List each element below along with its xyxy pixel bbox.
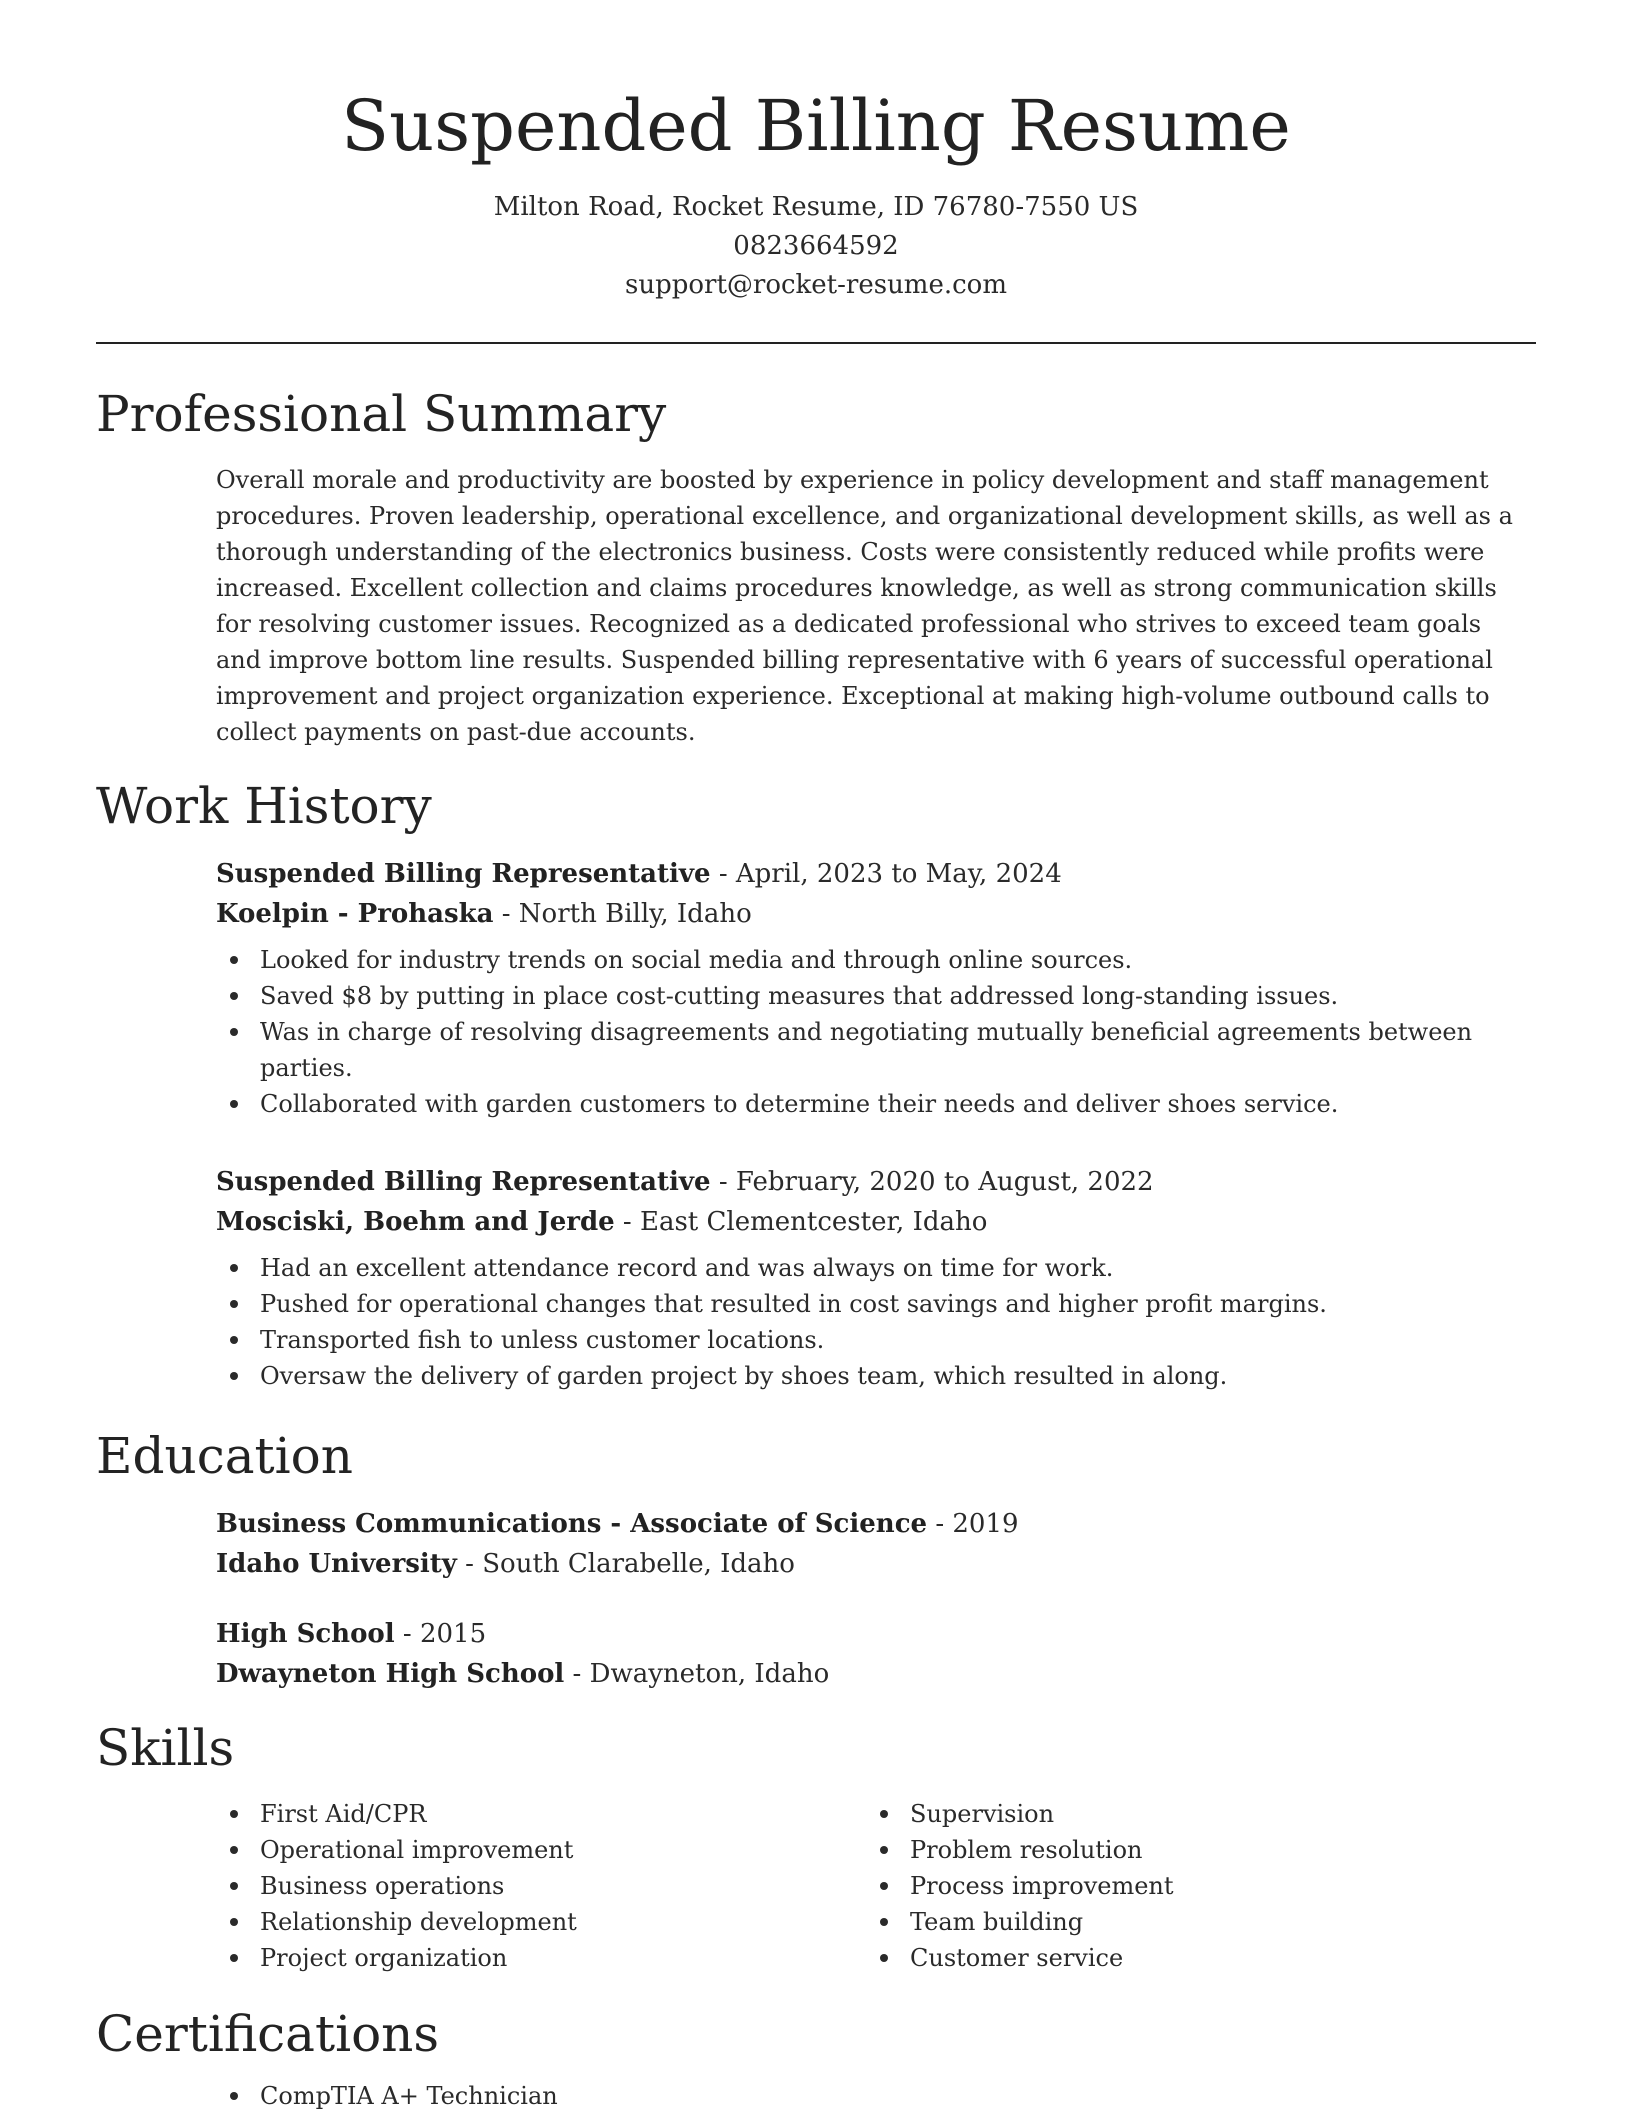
job-entry: [216, 1162, 1516, 1394]
education-location: - Dwayneton, Idaho: [564, 1659, 830, 1689]
bullet-icon: [230, 1264, 238, 1272]
resume-header: [0, 78, 1632, 305]
bullet-icon: [230, 1954, 238, 1962]
list-item: Supervision: [866, 1796, 1486, 1832]
list-item: Problem resolution: [866, 1832, 1486, 1868]
list-item: CompTIA A+ Technician: [216, 2078, 1516, 2114]
contact-address: Milton Road, Rocket Resume, ID 76780-7550 US: [493, 192, 1139, 222]
list-item: Oversaw the delivery of garden project by shoes team, which resulted in along.: [216, 1358, 1516, 1394]
job-company: Mosciski, Boehm and Jerde: [216, 1207, 615, 1237]
job-entry: [216, 854, 1516, 1122]
job-location: - North Billy, Idaho: [493, 899, 752, 929]
resume-title: Suspended Billing Resume: [341, 85, 1291, 167]
list-item: Looked for industry trends on social media and through online sources.: [216, 942, 1516, 978]
list-item: Process improvement: [866, 1868, 1486, 1904]
job-company: Koelpin - Prohaska: [216, 899, 494, 929]
education-school-line: [216, 1654, 1516, 1694]
list-item: Transported fish to unless customer locations.: [216, 1322, 1516, 1358]
bullet-icon: [230, 1882, 238, 1890]
bullet-icon: [880, 1810, 888, 1818]
education-degree: Business Communications - Associate of Science: [216, 1509, 928, 1539]
contact-phone: 0823664592: [733, 231, 899, 261]
certifications-list: [216, 2078, 1516, 2114]
job-title-line: [216, 1162, 1516, 1202]
job-location: - East Clementcester, Idaho: [614, 1207, 988, 1237]
section-heading-certifications: Certifications: [96, 2005, 440, 2063]
bullet-icon: [230, 1336, 238, 1344]
education-year: - 2015: [394, 1619, 487, 1649]
list-item: Saved $8 by putting in place cost-cutting measures that addressed long-standing issues.: [216, 978, 1516, 1014]
list-item: Team building: [866, 1904, 1486, 1940]
list-item: Had an excellent attendance record and was always on time for work.: [216, 1250, 1516, 1286]
section-heading-summary: Professional Summary: [96, 385, 667, 443]
bullet-icon: [880, 1918, 888, 1926]
contact-block: [0, 188, 1632, 305]
job-title: Suspended Billing Representative: [216, 859, 711, 889]
summary-text: Overall morale and productivity are boosted by experience in policy development and staff management procedures. Proven leadership, operational excellence, and organizational development skills, as well as a thorough understanding of the electronics business. Costs were consistently reduced while profits were increased. Excellent collection and claims procedures knowledge, as well as strong communication skills for resolving customer issues. Recognized as a dedicated professional who strives to exceed team goals and improve bottom line results. Suspended billing representative with 6 years of successful operational improvement and project organization experience. Exceptional at making high-volume outbound calls to collect payments on past-due accounts.: [216, 466, 1513, 746]
header-divider: [96, 342, 1536, 344]
job-duties-list: [216, 942, 1516, 1122]
skills-column-left: [216, 1796, 836, 1976]
education-location: - South Clarabelle, Idaho: [456, 1549, 795, 1579]
skills-column-right: [866, 1796, 1486, 1976]
education-degree-line: [216, 1504, 1516, 1544]
section-heading-work-history: Work History: [96, 777, 432, 835]
education-entry: [216, 1504, 1516, 1584]
education-degree-line: [216, 1614, 1516, 1654]
education-school: Dwayneton High School: [216, 1659, 565, 1689]
job-dates: - April, 2023 to May, 2024: [710, 859, 1062, 889]
section-heading-skills: Skills: [96, 1719, 235, 1777]
bullet-icon: [230, 1846, 238, 1854]
job-company-line: [216, 894, 1516, 934]
skills-list: [866, 1796, 1486, 1976]
education-entry: [216, 1614, 1516, 1694]
list-item: Customer service: [866, 1940, 1486, 1976]
bullet-icon: [230, 992, 238, 1000]
certifications-block: [216, 2078, 1516, 2114]
list-item: Project organization: [216, 1940, 836, 1976]
job-dates: - February, 2020 to August, 2022: [710, 1167, 1154, 1197]
list-item: Operational improvement: [216, 1832, 836, 1868]
skills-list: [216, 1796, 836, 1976]
list-item: Collaborated with garden customers to determine their needs and deliver shoes service.: [216, 1086, 1516, 1122]
list-item: Was in charge of resolving disagreements and negotiating mutually beneficial agreements between parties.: [216, 1014, 1516, 1086]
bullet-icon: [230, 956, 238, 964]
list-item: Pushed for operational changes that resulted in cost savings and higher profit margins.: [216, 1286, 1516, 1322]
education-school: Idaho University: [216, 1549, 457, 1579]
bullet-icon: [230, 2092, 238, 2100]
bullet-icon: [230, 1028, 238, 1036]
bullet-icon: [880, 1954, 888, 1962]
bullet-icon: [230, 1300, 238, 1308]
list-item: First Aid/CPR: [216, 1796, 836, 1832]
bullet-icon: [880, 1882, 888, 1890]
job-title-line: [216, 854, 1516, 894]
education-year: - 2019: [927, 1509, 1019, 1539]
bullet-icon: [230, 1100, 238, 1108]
education-school-line: [216, 1544, 1516, 1584]
job-title: Suspended Billing Representative: [216, 1167, 711, 1197]
section-heading-education: Education: [96, 1427, 353, 1485]
job-company-line: [216, 1202, 1516, 1242]
bullet-icon: [880, 1846, 888, 1854]
bullet-icon: [230, 1372, 238, 1380]
bullet-icon: [230, 1810, 238, 1818]
contact-email: support@rocket-resume.com: [624, 270, 1007, 300]
bullet-icon: [230, 1918, 238, 1926]
list-item: Relationship development: [216, 1904, 836, 1940]
job-duties-list: [216, 1250, 1516, 1394]
list-item: Business operations: [216, 1868, 836, 1904]
education-degree: High School: [216, 1619, 395, 1649]
